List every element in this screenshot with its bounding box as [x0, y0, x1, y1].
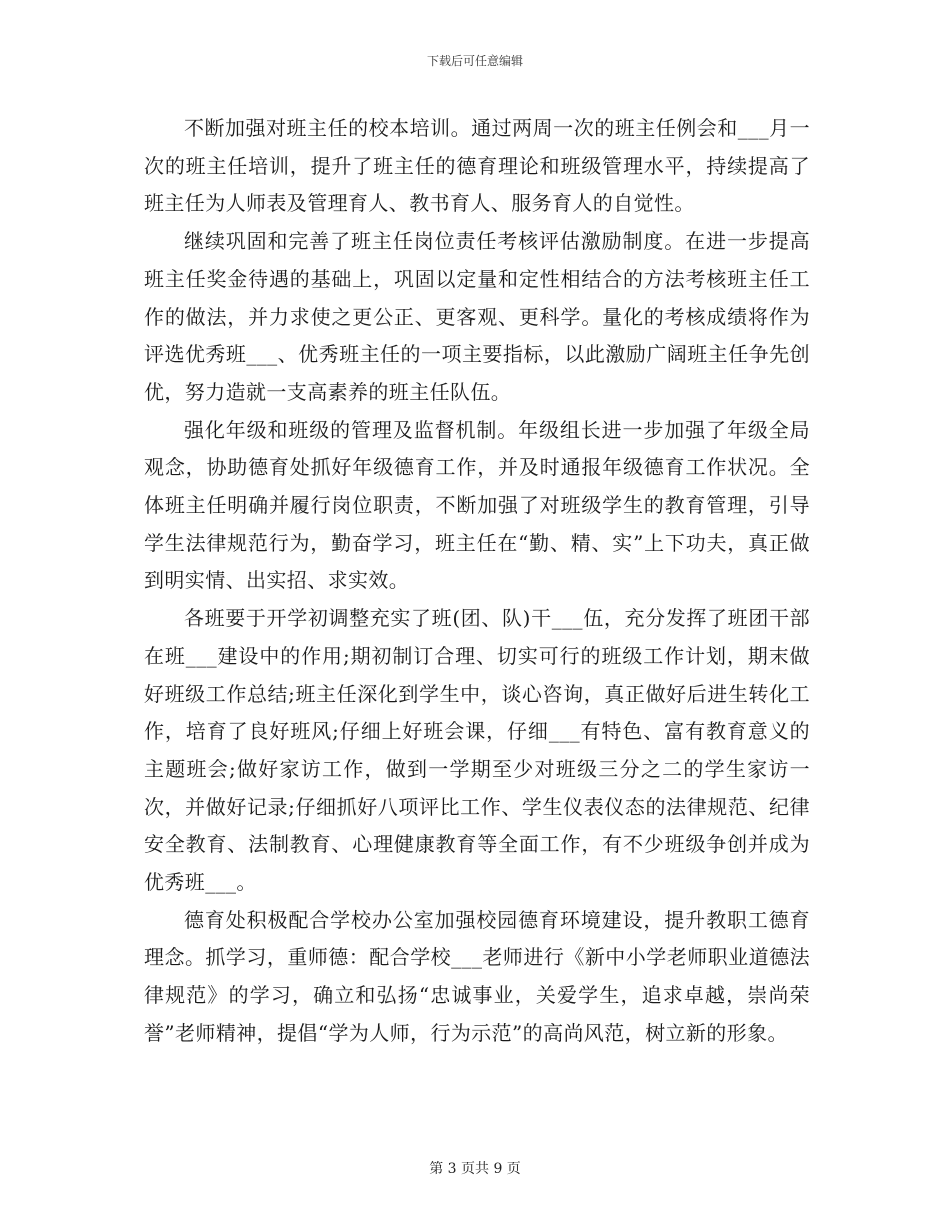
paragraph-1: 不断加强对班主任的校本培训。通过两周一次的班主任例会和___月一次的班主任培训，提升了班主任的德育理论和班级管理水平，持续提高了班主任为人师表及管理育人、教书育人、服务育人的自觉性。	[144, 116, 810, 216]
paragraph-2: 继续巩固和完善了班主任岗位责任考核评估激励制度。在进一步提高班主任奖金待遇的基础上，巩固以定量和定性相结合的方法考核班主任工作的做法，并力求使之更公正、更客观、更科学。量化的考核成绩将作为评选优秀班___、优秀班主任的一项主要指标，以此激励广阔班主任争先创优，努力造就一支高素养的班主任队伍。	[144, 229, 810, 404]
page-number: 第 3 页共 9 页	[429, 1161, 521, 1177]
paragraph-5: 德育处积极配合学校办公室加强校园德育环境建设，提升教职工德育理念。抓学习，重师德：配合学校___老师进行《新中小学老师职业道德法律规范》的学习，确立和弘扬“忠诚事业，关爱学生，追求卓越，崇尚荣誉”老师精神，提倡“学为人师，行为示范”的高尚风范，树立新的形象。	[144, 907, 810, 1045]
document-body	[144, 110, 810, 1053]
paragraph-4: 各班要于开学初调整充实了班(团、队)干___伍，充分发挥了班团干部在班___建设中的作用;期初制订合理、切实可行的班级工作计划，期末做好班级工作总结;班主任深化到学生中，谈心咨询，真正做好后进生转化工作，培育了良好班风;仔细上好班会课，仔细___有特色、富有教育意义的主题班会;做好家访工作，做到一学期至少对班级三分之二的学生家访一次，并做好记录;仔细抓好八项评比工作、学生仪表仪态的法律规范、纪律安全教育、法制教育、心理健康教育等全面工作，有不少班级争创并成为优秀班___。	[144, 606, 810, 895]
paragraph-3: 强化年级和班级的管理及监督机制。年级组长进一步加强了年级全局观念，协助德育处抓好年级德育工作，并及时通报年级德育工作状况。全体班主任明确并履行岗位职责，不断加强了对班级学生的教育管理，引导学生法律规范行为，勤奋学习，班主任在“勤、精、实”上下功夫，真正做到明实情、出实招、求实效。	[144, 417, 810, 593]
page-header: 下载后可任意编辑	[426, 54, 523, 68]
